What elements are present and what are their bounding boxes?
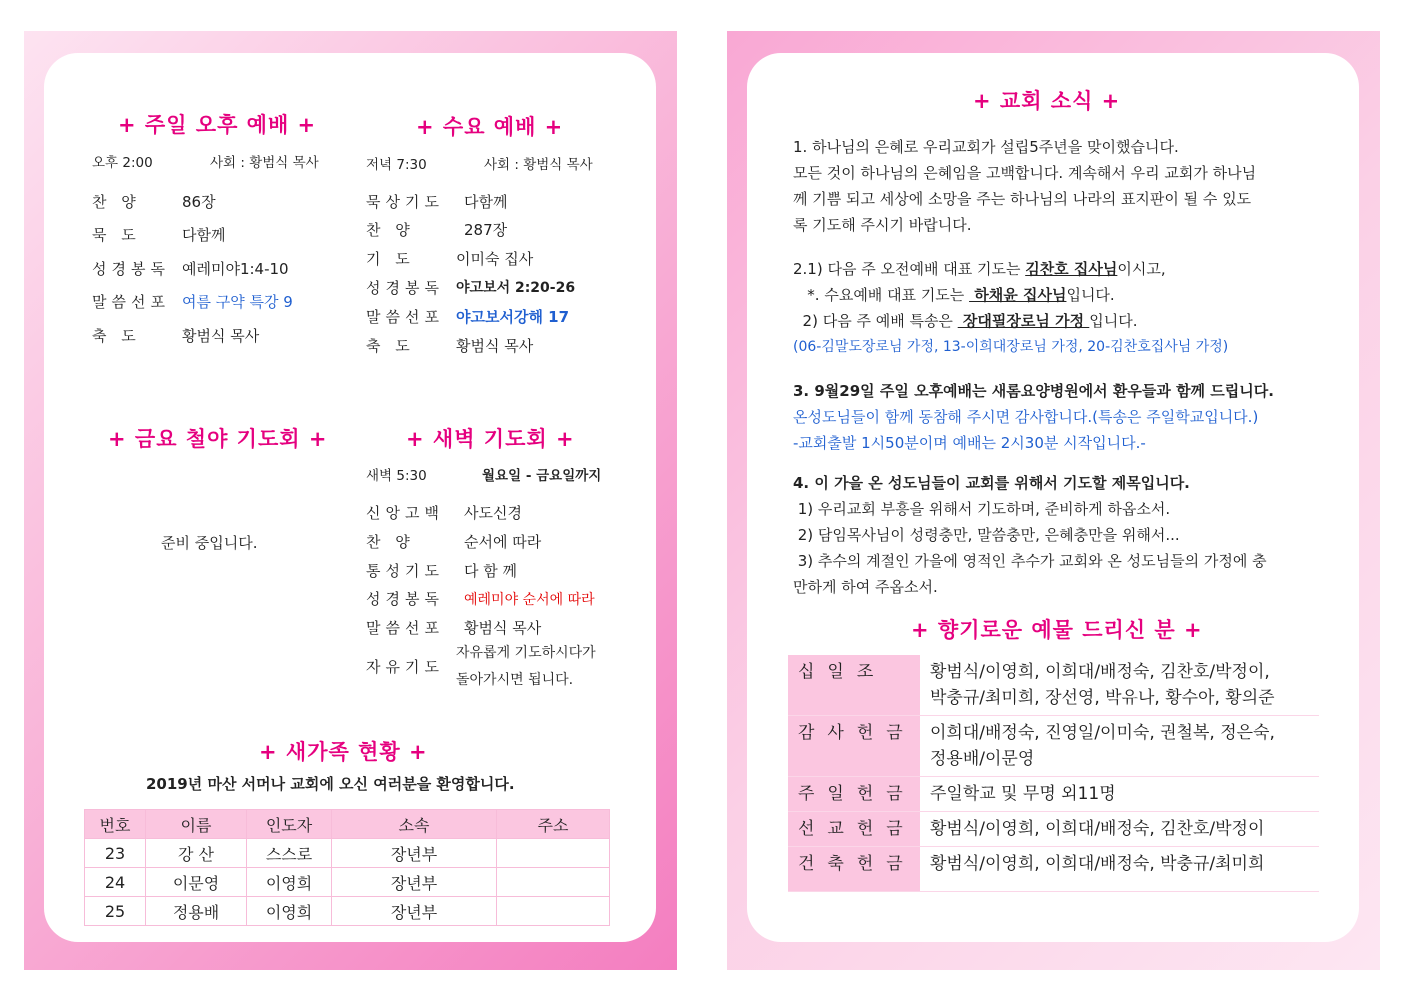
order-label: 말씀선포 — [366, 619, 444, 637]
wednesday-time: 저녁 7:30 — [366, 157, 427, 173]
givers-line: 정용배/이문영 — [930, 749, 1035, 769]
column-header: 인도자 — [247, 810, 332, 839]
order-label: 묵 도 — [92, 226, 141, 244]
news-line: (06-김말도장로님 가정, 13-이희대장로님 가정, 20-김찬호집사님 가정) — [793, 339, 1229, 355]
table-cell: 강 산 — [146, 839, 247, 868]
order-value: 예레미야 순서에 따라 — [464, 592, 595, 608]
order-value: 예레미야1:4-10 — [182, 260, 289, 278]
table-cell: 23 — [85, 839, 146, 868]
dawn-title: + 새벽 기도회 + — [406, 427, 575, 451]
news-line: 3. 9월29일 주일 오후예배는 새롬요양병원에서 환우들과 함께 드립니다. — [793, 382, 1274, 400]
table-cell — [497, 839, 610, 868]
table-cell: 이영희 — [247, 868, 332, 897]
sunday-host: 사회 : 황범식 목사 — [210, 155, 319, 171]
news-line: 1) 우리교회 부흥을 위해서 기도하며, 준비하게 하옵소서. — [793, 500, 1171, 518]
news-text: *. 수요예배 대표 기도는 — [793, 286, 970, 304]
givers-line: 박충규/최미희, 장선영, 박유나, 황수아, 황의준 — [930, 688, 1275, 708]
news-line: 4. 이 가을 온 성도님들이 교회를 위해서 기도할 제목입니다. — [793, 474, 1190, 492]
news-line — [793, 256, 1313, 282]
left-card — [44, 53, 656, 942]
news-line: 만하게 하여 주옵소서. — [793, 578, 938, 596]
table-cell: 장년부 — [332, 897, 497, 926]
table-cell: 장년부 — [332, 839, 497, 868]
order-value: 순서에 따라 — [464, 533, 542, 551]
order-value: 다 함 께 — [464, 562, 518, 580]
offering-label: 주일헌금 — [788, 777, 920, 812]
order-value: 황범식 목사 — [464, 619, 542, 637]
table-row — [788, 716, 1319, 777]
order-label: 자유기도 — [366, 658, 444, 676]
offering-label: 십일조 — [788, 655, 920, 716]
order-label: 성경봉독 — [366, 279, 444, 297]
table-cell — [497, 897, 610, 926]
givers-line: 이희대/배정숙, 진영일/이미숙, 권철복, 정은숙, — [930, 723, 1275, 743]
news-line: 3) 추수의 계절인 가을에 영적인 추수가 교회와 온 성도님들의 가정에 충 — [793, 552, 1267, 570]
offering-givers — [920, 716, 1319, 777]
friday-notice: 준비 중입니다. — [161, 534, 258, 552]
givers-line: 황범식/이영희, 이희대/배정숙, 김찬호/박정이, — [930, 662, 1270, 682]
table-row — [788, 777, 1319, 812]
order-label: 찬 양 — [92, 193, 141, 211]
sunday-title: + 주일 오후 예배 + — [118, 113, 317, 137]
order-label: 말씀선포 — [92, 293, 170, 311]
order-label: 신앙고백 — [366, 504, 444, 522]
wednesday-host: 사회 : 황범식 목사 — [484, 157, 593, 173]
prayer-leader-name: 김찬호 집사님 — [1025, 260, 1118, 278]
column-header: 주소 — [497, 810, 610, 839]
table-cell: 이문영 — [146, 868, 247, 897]
dawn-time: 새벽 5:30 — [366, 468, 427, 484]
news-line: 2) 담임목사님이 성령충만, 말씀충만, 은혜충만을 위해서... — [793, 526, 1180, 544]
news-line: 께 기쁨 되고 세상에 소망을 주는 하나님의 나라의 표지판이 될 수 있도 — [793, 190, 1252, 208]
news-text: 입니다. — [1089, 312, 1138, 330]
news-item-2 — [793, 256, 1313, 360]
column-header: 소속 — [332, 810, 497, 839]
news-text: 2) 다음 주 예배 특송은 — [793, 312, 958, 330]
order-value: 이미숙 집사 — [456, 250, 534, 268]
news-line: 1. 하나님의 은혜로 우리교회가 설립5주년을 맞이했습니다. — [793, 138, 1179, 156]
news-item-1 — [793, 134, 1313, 238]
column-header: 이름 — [146, 810, 247, 839]
column-header: 번호 — [85, 810, 146, 839]
offering-label: 건축헌금 — [788, 847, 920, 892]
news-line — [793, 308, 1313, 334]
order-value: 287장 — [464, 221, 508, 239]
givers-line: 주일학교 및 무명 외11명 — [930, 784, 1116, 804]
order-value: 야고보서 2:20-26 — [456, 280, 576, 296]
news-line: 모든 것이 하나님의 은혜임을 고백합니다. 계속해서 우리 교회가 하나님 — [793, 164, 1257, 182]
table-cell: 이영희 — [247, 897, 332, 926]
wednesday-title: + 수요 예배 + — [416, 115, 564, 139]
order-label: 통성기도 — [366, 562, 444, 580]
special-song-family: 장대필장로님 가정 — [957, 312, 1090, 330]
news-item-3 — [793, 378, 1313, 456]
newfamily-table — [84, 809, 610, 926]
table-cell: 장년부 — [332, 868, 497, 897]
table-row — [788, 847, 1319, 892]
table-cell: 24 — [85, 868, 146, 897]
news-text: 입니다. — [1066, 286, 1115, 304]
order-label: 찬 양 — [366, 533, 415, 551]
offering-label: 감사헌금 — [788, 716, 920, 777]
offering-title: + 향기로운 예물 드리신 분 + — [911, 618, 1203, 642]
news-text: 2.1) 다음 주 오전예배 대표 기도는 — [793, 260, 1026, 278]
newfamily-subtitle: 2019년 마산 서머나 교회에 오신 여러분을 환영합니다. — [146, 775, 515, 793]
order-label: 말씀선포 — [366, 308, 444, 326]
order-label: 묵상기도 — [366, 193, 444, 211]
table-header-row — [85, 810, 610, 839]
left-page — [24, 31, 677, 970]
news-title: + 교회 소식 + — [973, 89, 1121, 113]
table-cell — [497, 868, 610, 897]
offering-table — [788, 655, 1319, 892]
sermon-title: 야고보서강해 17 — [456, 308, 570, 326]
offering-givers — [920, 812, 1319, 847]
order-label: 찬 양 — [366, 221, 415, 239]
order-label: 축 도 — [92, 327, 141, 345]
order-label: 축 도 — [366, 337, 415, 355]
table-row — [85, 839, 610, 868]
table-cell: 정용배 — [146, 897, 247, 926]
news-line — [793, 282, 1313, 308]
order-value: 황범식 목사 — [182, 327, 260, 345]
order-value: 황범식 목사 — [456, 337, 534, 355]
table-row — [85, 897, 610, 926]
friday-title: + 금요 철야 기도회 + — [108, 427, 328, 451]
givers-line: 황범식/이영희, 이희대/배정숙, 김찬호/박정이 — [930, 819, 1265, 839]
order-label: 성경봉독 — [92, 260, 170, 278]
table-cell: 스스로 — [247, 839, 332, 868]
news-line: 온성도님들이 함께 동참해 주시면 감사합니다.(특송은 주일학교입니다.) — [793, 408, 1259, 426]
news-item-4 — [793, 470, 1313, 600]
order-value: 자유롭게 기도하시다가 — [456, 645, 596, 661]
right-page — [727, 31, 1380, 970]
prayer-leader-name: 하채윤 집사님 — [969, 286, 1067, 304]
offering-label: 선교헌금 — [788, 812, 920, 847]
order-value: 다함께 — [182, 226, 226, 244]
news-text: 이시고, — [1117, 260, 1166, 278]
wednesday-order — [366, 191, 626, 381]
order-value: 사도신경 — [464, 504, 522, 522]
sunday-time: 오후 2:00 — [92, 155, 153, 171]
table-cell: 25 — [85, 897, 146, 926]
news-line: 록 기도해 주시기 바랍니다. — [793, 216, 972, 234]
table-row — [788, 655, 1319, 716]
sermon-title: 여름 구약 특강 9 — [182, 293, 293, 311]
table-row — [788, 812, 1319, 847]
news-line: -교회출발 1시50분이며 예배는 2시30분 시작입니다.- — [793, 434, 1146, 452]
newfamily-title: + 새가족 현황 + — [259, 740, 428, 764]
givers-line: 황범식/이영희, 이희대/배정숙, 박충규/최미희 — [930, 854, 1265, 874]
dawn-days: 월요일 - 금요일까지 — [482, 468, 602, 484]
order-label: 기 도 — [366, 250, 415, 268]
sunday-order — [92, 191, 342, 361]
offering-givers — [920, 847, 1319, 892]
order-value: 다함께 — [464, 193, 508, 211]
right-card — [747, 53, 1359, 942]
order-value: 86장 — [182, 193, 216, 211]
order-value-line2: 돌아가시면 됩니다. — [456, 672, 574, 688]
dawn-order — [366, 502, 636, 692]
table-row — [85, 868, 610, 897]
offering-givers — [920, 777, 1319, 812]
order-label: 성경봉독 — [366, 590, 444, 608]
offering-givers — [920, 655, 1319, 716]
